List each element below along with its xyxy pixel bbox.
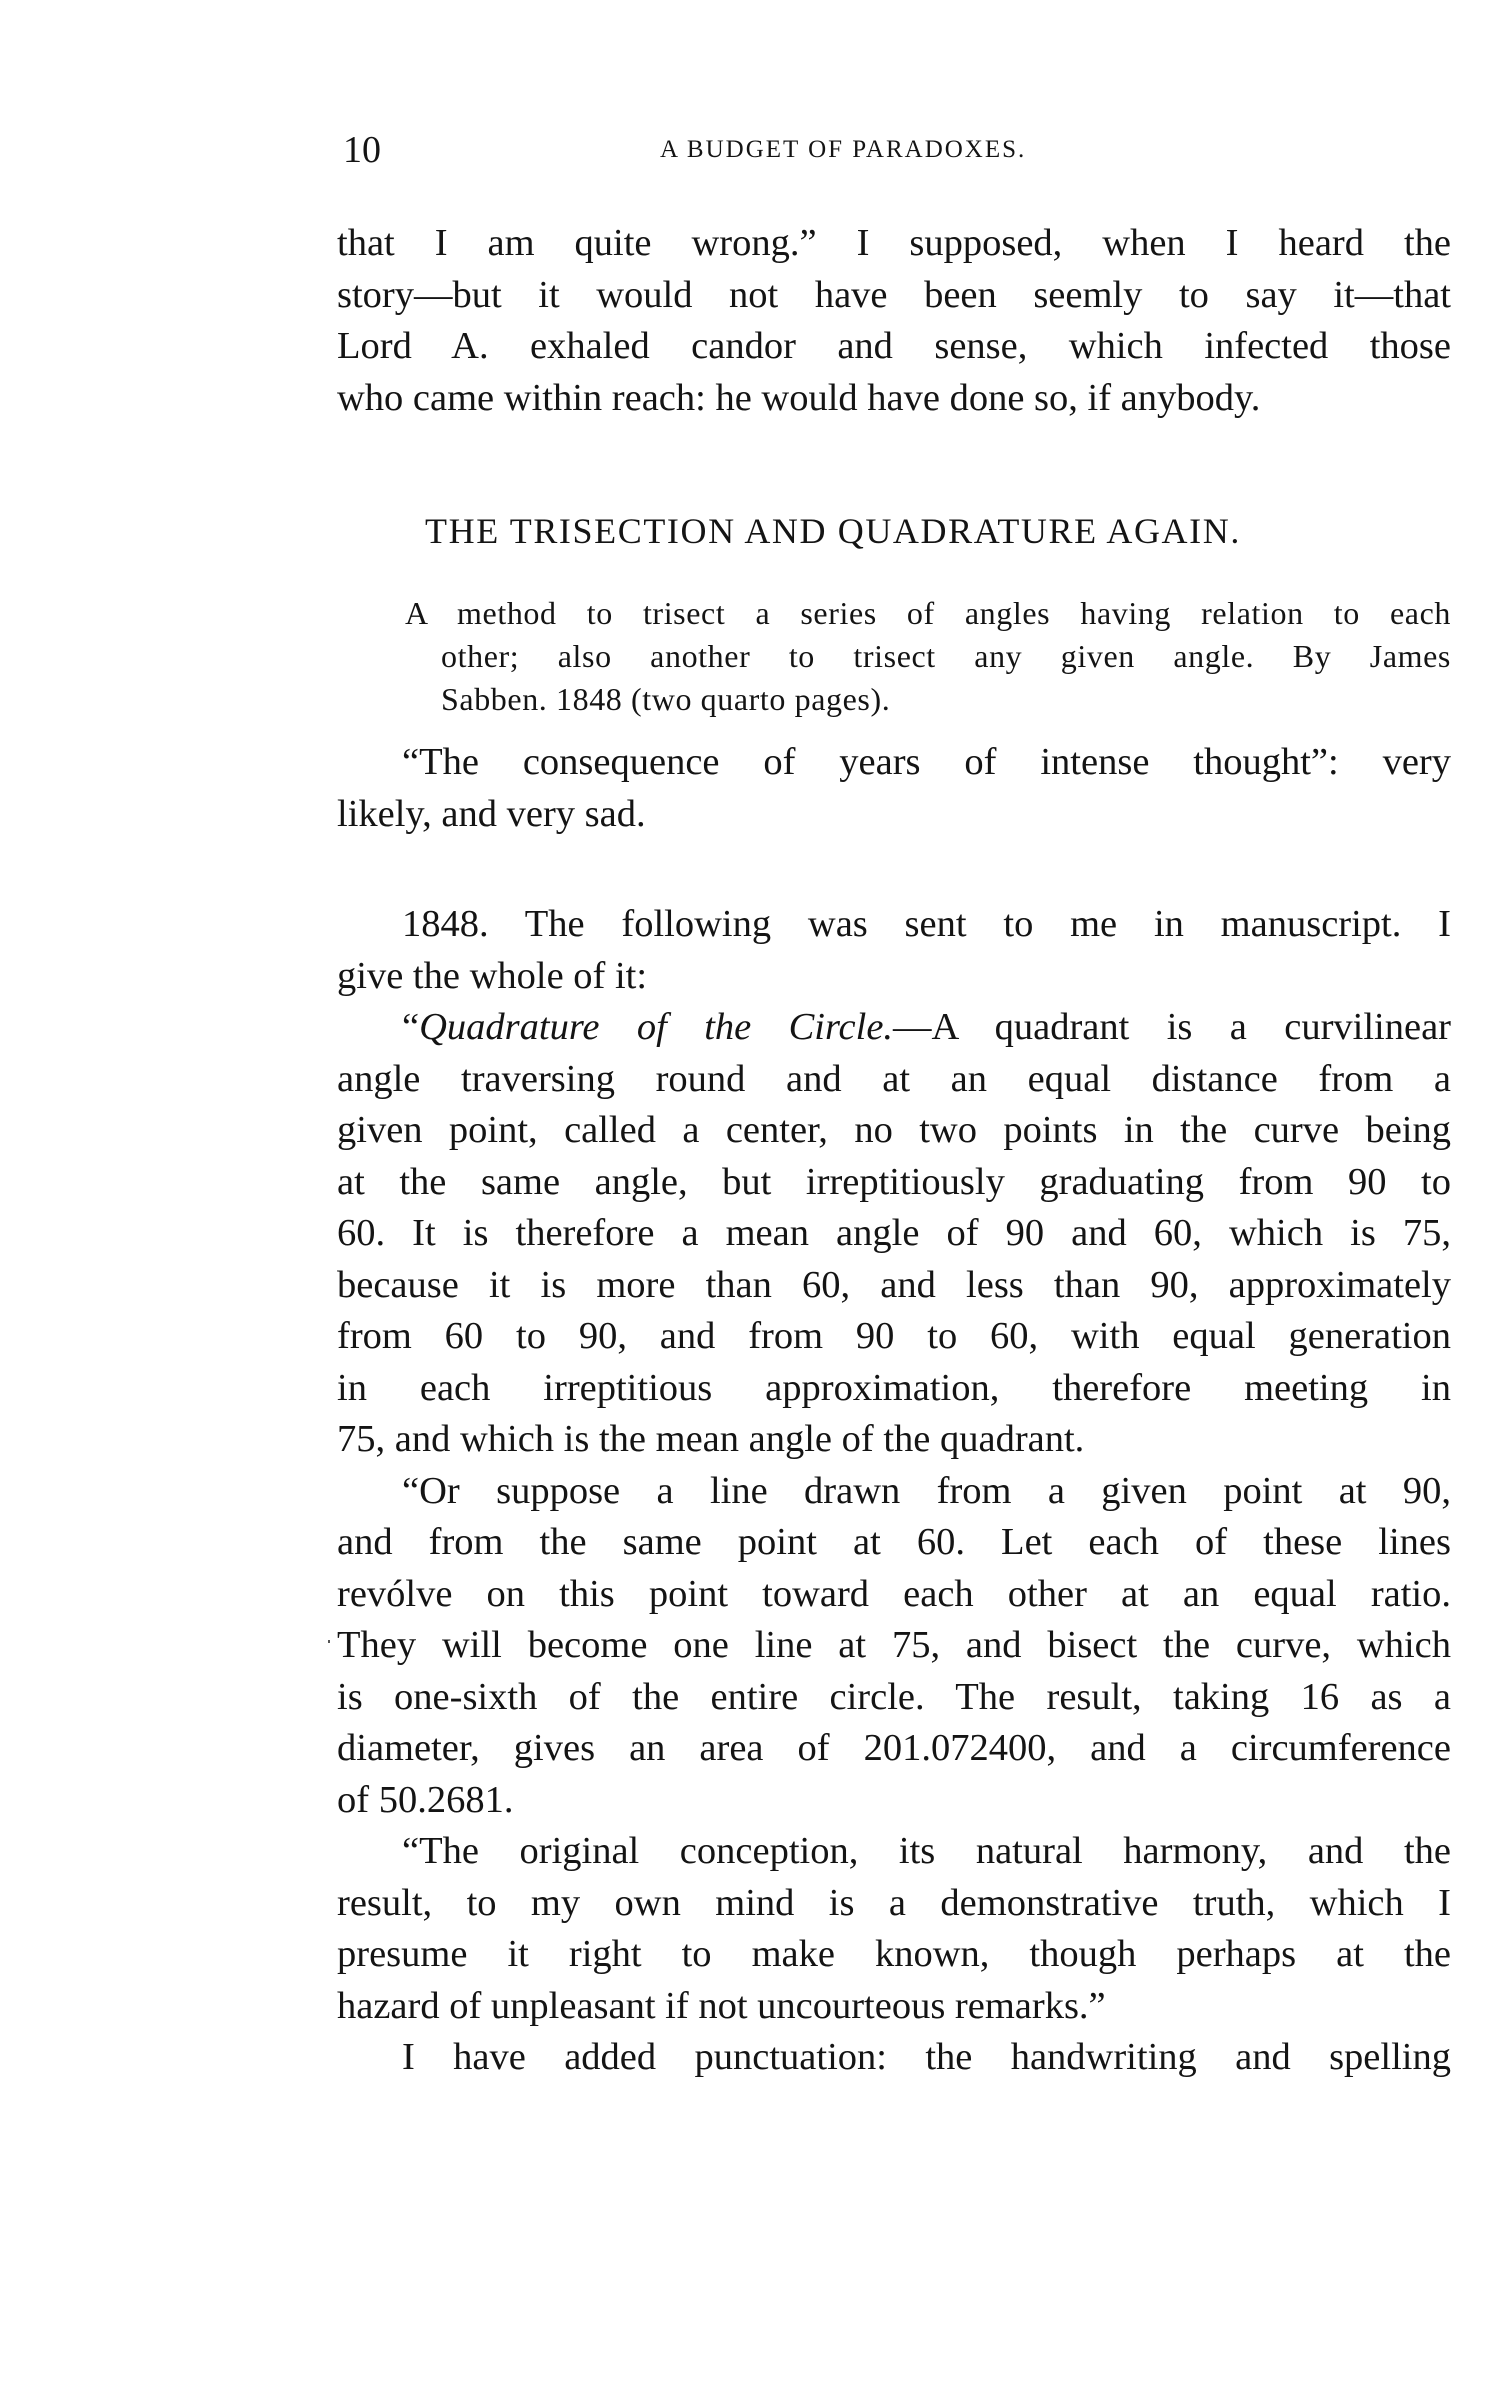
opening-paragraph <box>337 218 1451 424</box>
text-line: that I am quite wrong.” I supposed, when I heard the <box>337 222 1451 264</box>
paragraph <box>337 899 1451 1002</box>
paragraph <box>337 2032 1451 2084</box>
text-line: 1848. The following was sent to me in manuscript. I <box>402 903 1451 945</box>
text-line: Sabben. 1848 (two quarto pages). <box>441 681 891 717</box>
text-line: and from the same point at 60. Let each of these lines <box>337 1521 1451 1563</box>
comment-paragraph <box>337 737 1451 840</box>
text-line: A method to trisect a series of angles having relation to each <box>405 595 1451 631</box>
paragraph <box>337 737 1451 840</box>
text-line: story—but it would not have been seemly to say it—that <box>337 273 1451 316</box>
paragraph <box>337 1002 1451 1466</box>
text-line: 60. It is therefore a mean angle of 90 and 60, which is 75, <box>337 1212 1451 1254</box>
paragraph <box>337 1466 1451 1827</box>
text-line: 75, and which is the mean angle of the quadrant. <box>337 1418 1085 1460</box>
text-segment: —A quadrant is a curvilinear <box>893 1006 1451 1048</box>
text-line: “The original conception, its natural harmony, and the <box>402 1830 1451 1872</box>
page-number: 10 <box>343 129 381 171</box>
paragraph <box>337 1826 1451 2032</box>
paragraph <box>405 592 1451 721</box>
text-line: I have added punctuation: the handwriting and spelling <box>402 2036 1451 2078</box>
running-head: A BUDGET OF PARADOXES. <box>660 136 1027 163</box>
text-line: diameter, gives an area of 201.072400, and a circumference <box>337 1727 1451 1769</box>
text-line: of 50.2681. <box>337 1778 514 1821</box>
text-line: They will become one line at 75, and bisect the curve, which <box>337 1624 1451 1666</box>
bibliographic-entry <box>405 592 1451 721</box>
text-line: “The consequence of years of intense thought”: very <box>402 741 1451 783</box>
text-line: is one-sixth of the entire circle. The result, taking 16 as a <box>337 1675 1451 1718</box>
text-line: Lord A. exhaled candor and sense, which infected those <box>337 325 1451 367</box>
section-heading: THE TRISECTION AND QUADRATURE AGAIN. <box>425 511 1241 551</box>
text-line: other; also another to trisect any given angle. By James <box>441 638 1451 674</box>
text-segment: “ <box>402 1006 420 1048</box>
margin-mark <box>328 1640 330 1643</box>
text-line: revólve on this point toward each other at an equal ratio. <box>337 1572 1451 1615</box>
text-line: given point, called a center, no two points in the curve being <box>337 1109 1451 1151</box>
text-line <box>337 1002 1451 1054</box>
text-line: presume it right to make known, though perhaps at the <box>337 1933 1451 1975</box>
paragraph <box>337 218 1451 424</box>
text-line: at the same angle, but irreptitiously graduating from 90 to <box>337 1160 1451 1203</box>
text-line: hazard of unpleasant if not uncourteous remarks.” <box>337 1984 1106 2027</box>
text-line: in each irreptitious approximation, therefore meeting in <box>337 1366 1451 1409</box>
text-line: angle traversing round and at an equal distance from a <box>337 1057 1451 1100</box>
text-line: likely, and very sad. <box>337 792 646 835</box>
text-line: “Or suppose a line drawn from a given point at 90, <box>402 1469 1451 1512</box>
italic-title: Quadrature of the Circle. <box>419 1006 894 1048</box>
text-line: result, to my own mind is a demonstrative truth, which I <box>337 1881 1451 1924</box>
manuscript-quotation <box>337 899 1451 2084</box>
text-line: give the whole of it: <box>337 954 648 997</box>
text-line: from 60 to 90, and from 90 to 60, with equal generation <box>337 1315 1451 1357</box>
text-line: who came within reach: he would have done so, if anybody. <box>337 376 1261 419</box>
text-line: because it is more than 60, and less than 90, approximately <box>337 1263 1451 1306</box>
